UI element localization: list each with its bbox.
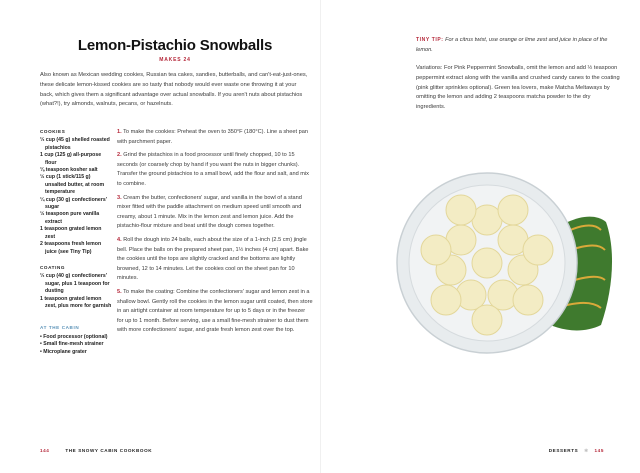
step (117, 151, 313, 189)
step-text: To make the cookies: Preheat the oven to 350°F (180°C). Line a sheet pan with parchment paper. (117, 129, 308, 145)
snowflake-icon: ✻ (584, 448, 589, 453)
step-number: 3. (117, 194, 122, 201)
page-number-left: 144 (40, 448, 50, 453)
cabin-heading: AT THE CABIN (40, 325, 80, 331)
snowball-cookie (421, 235, 451, 265)
step (117, 194, 313, 232)
ingredients (40, 128, 112, 356)
ingredient-item: 1 teaspoon grated lemon zest, plus more for garnish (40, 295, 112, 309)
snowball-cookie (472, 305, 502, 335)
equipment-item: • Small fine-mesh strainer (40, 341, 104, 348)
tip-label: TINY TIP: (416, 37, 444, 43)
snowball-cookie (472, 248, 502, 278)
book-title: THE SNOWY CABIN COOKBOOK (65, 448, 153, 453)
equipment-item: • Food processor (optional) (40, 333, 108, 340)
step-number: 2. (117, 152, 122, 159)
equipment-label: Food processor (optional) (43, 333, 108, 340)
ingredient-item: ⅓ cup (45 g) shelled roasted pistachios (40, 137, 110, 151)
step-text: Roll the dough into 24 balls, each about the size of a 1-inch (2.5 cm) jingle bell. Place the balls on the prepared sheet pan, 1½ inches (4 cm) apart. Bake the cookies until the tops are slightly cracked and the bottoms are lightly browned, 12 to 14 minutes. Let the cookies cool on the sheet pan for 10 minutes. (117, 236, 309, 282)
step (117, 236, 313, 284)
ingredient-item: 1 cup (125 g) all-purpose flour (40, 152, 102, 166)
equipment-label: Microplane grater (43, 348, 87, 355)
ingredient-item: ⅛ teaspoon kosher salt (40, 167, 98, 174)
ingredient-item: ¼ cup (30 g) confectioners' sugar (40, 196, 107, 211)
snowball-cookie (513, 285, 543, 315)
footer-left (40, 448, 152, 453)
footer-right (549, 448, 604, 454)
step-text: Grind the pistachios in a food processor until finely chopped, 10 to 15 seconds (or coarsely chop by hand if you want the nuts in bigger chunks). Transfer the ground pistachios to a small bowl, add the flour and salt, and mix to combine. (117, 152, 309, 187)
coating-heading: COATING (40, 264, 66, 270)
equipment-label: Small fine-mesh strainer (43, 341, 104, 348)
snowball-cookie (446, 195, 476, 225)
variations: Variations: For Pink Peppermint Snowballs, omit the lemon and add ½ teaspoon peppermint extract along with the vanilla and crushed candy canes to the coating (pink glitter sprinkles optional). Green tea lovers, make Matcha Meltaways by omitting the lemon and adding 2 teaspoons matcha powder to the dry ingredients. (416, 65, 620, 111)
ingredient-item: 2 teaspoons fresh lemon juice (see Tiny Tip) (40, 241, 102, 255)
yield: MAKES 24 (159, 57, 191, 63)
recipe-intro: Also known as Mexican wedding cookies, Russian tea cakes, sandies, butterballs, and can't-eat-just-ones, these delicate lemon-kissed cookies are so tasty that nobody would ever waste one throwing it at your back, which gives them a significant advantage over actual snowballs. If you aren't nuts about pistachios (what?!), try almonds, walnuts, pecans, or hazelnuts. (40, 72, 308, 108)
recipe-title: Lemon-Pistachio Snowballs (77, 37, 273, 54)
snowball-cookie (472, 205, 502, 235)
cookies-heading: COOKIES (40, 129, 66, 134)
ingredient-item: ½ teaspoon pure vanilla extract (40, 211, 100, 225)
step (117, 288, 313, 336)
snowball-cookie (431, 285, 461, 315)
ingredient-item: 1 teaspoon grated lemon zest (40, 226, 102, 240)
ingredient-item: ⅓ cup (40 g) confectioners' sugar, plus 1 teaspoon for dusting (40, 273, 110, 295)
ingredient-item: ½ cup (1 stick/115 g) unsalted butter, at room temperature (40, 174, 105, 196)
step-number: 1. (117, 129, 122, 135)
snowball-cookie (523, 235, 553, 265)
section-name: DESSERTS (548, 448, 579, 453)
tip-text: For a citrus twist, use orange or lime zest and juice in place of the lemon. (416, 37, 608, 53)
right-page (320, 0, 640, 473)
step-text: Cream the butter, confectioners' sugar, and vanilla in the bowl of a stand mixer fitted with the paddle attachment on medium speed until smooth and creamy, about 1 minute. Mix in the lemon zest and lemon juice. Add the pistachio-flour mixture and beat until the dough comes together. (117, 194, 302, 230)
cookie-plate-illustration (391, 160, 621, 360)
tiny-tip (416, 36, 621, 55)
equipment-item: • Microplane grater (40, 348, 87, 355)
snowball-cookie (498, 195, 528, 225)
step-number: 4. (117, 236, 122, 243)
page-number-right: 145 (594, 448, 604, 453)
instructions (117, 128, 313, 340)
step (117, 128, 313, 147)
step-text: To make the coating: Combine the confectioners' sugar and lemon zest in a shallow bowl. Gently roll the cookies in the lemon sugar until coated, then store in an airtight container at room temperature for up to 5 days or in the freezer for up to 1 month. Before serving, use a small fine-mesh strainer to dust them with more confectioners' sugar, and grate fresh lemon zest over the top. (117, 288, 313, 334)
step-number: 5. (117, 288, 122, 295)
